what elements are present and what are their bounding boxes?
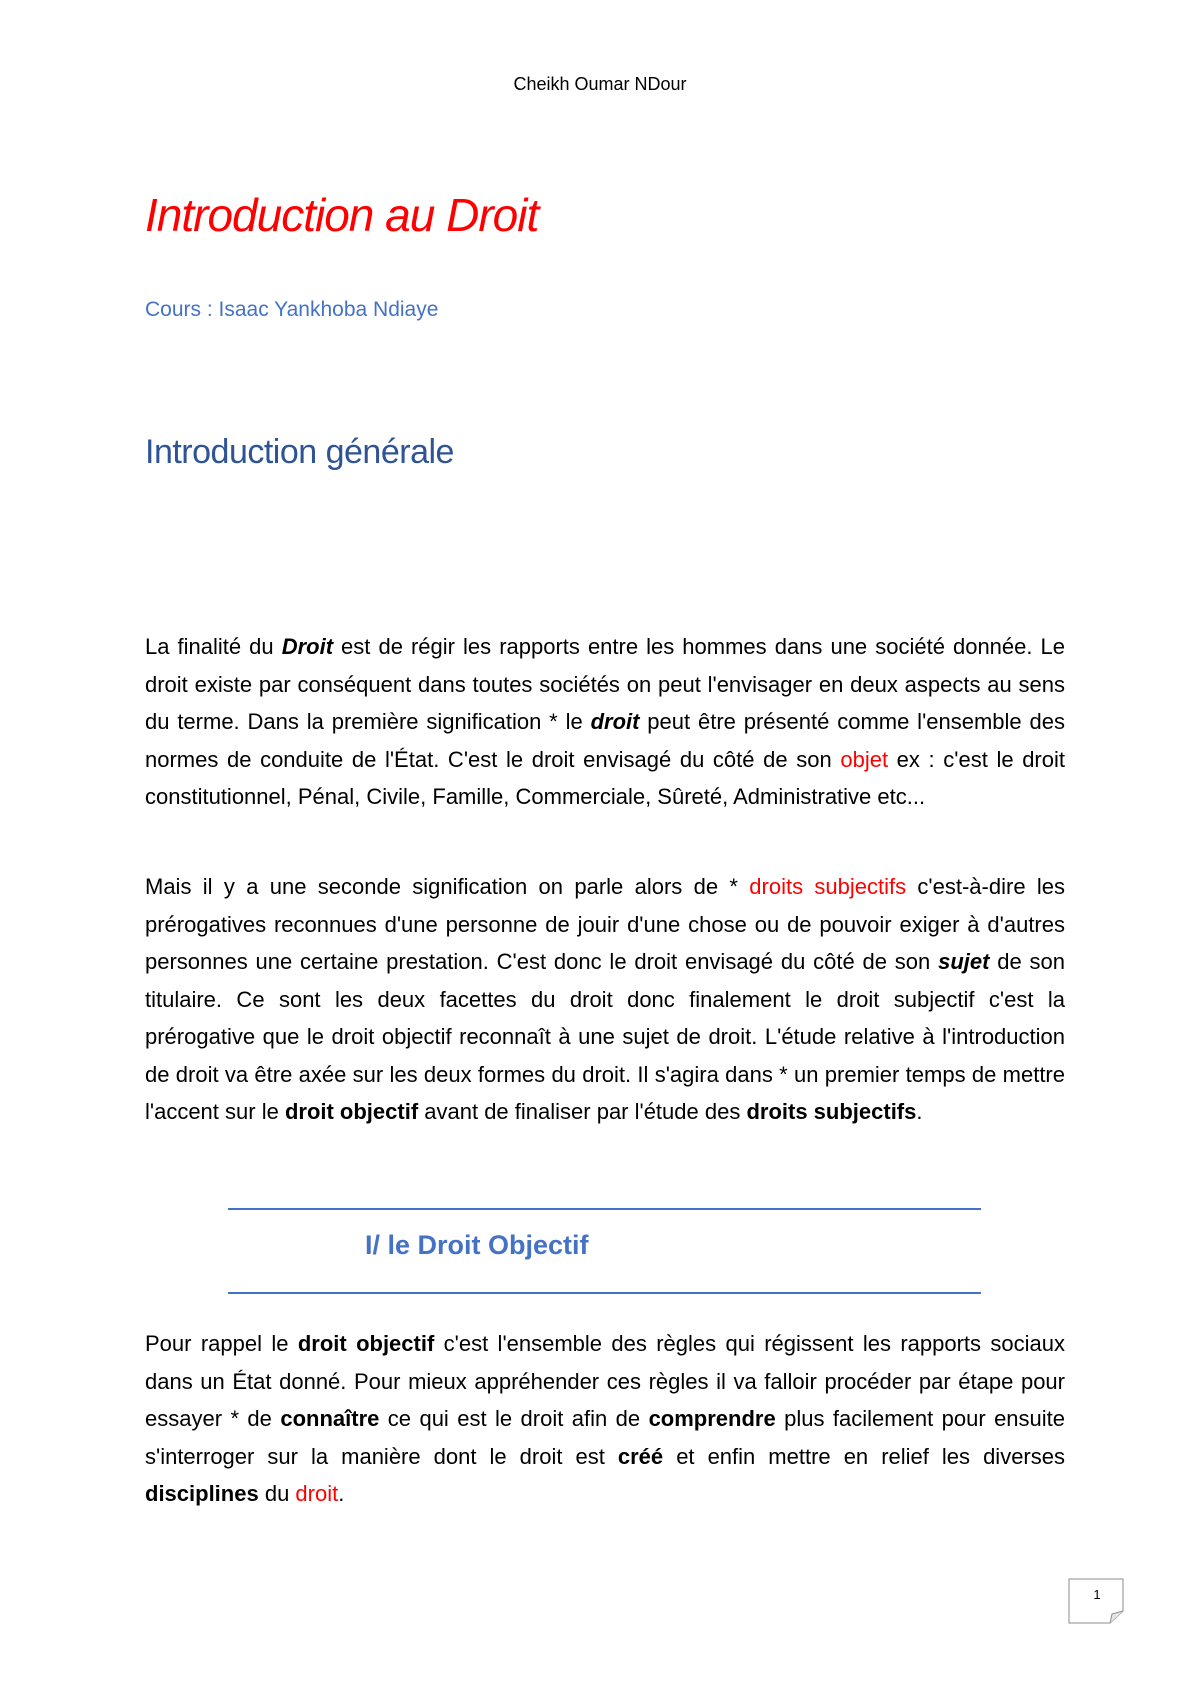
document-title: Introduction au Droit [145,189,539,241]
emphasis-text: sujet [938,949,990,974]
paragraph-text: c'est l'ensemble des règles qui régissent les rapports sociaux dans un État donné. Pour mieux appréhender ces règles il va falloir procéder par étape pour essayer * de [145,1331,1065,1431]
subsection-heading: I/ le Droit Objectif [365,1230,589,1260]
emphasis-text: Droit [281,634,334,659]
paragraph-text: peut être présenté comme l'ensemble des normes de conduite de l'État. C'est le droit envisagé du côté de son [145,709,1065,772]
bold-text: disciplines [145,1481,259,1506]
paragraph-text: de son titulaire. Ce sont les deux facettes du droit donc finalement le droit subjectif c'est la prérogative que le droit objectif reconnaît à une sujet de droit. L'étude relative à l'introduction de droit va être axée sur les deux formes du droit. Il s'agira dans * un premier temps de mettre l'accent sur le [145,949,1065,1124]
paragraph-text: ce qui est le droit afin de [379,1406,649,1431]
heading-rule-bottom [228,1292,981,1294]
paragraph-text: Mais il y a une seconde signification on parle alors de * [145,874,750,899]
paragraph-text: et enfin mettre en relief les diverses [663,1443,1065,1469]
paragraph-intro [145,628,1065,816]
bold-text: droit objectif [284,1099,419,1124]
paragraph-text: ex : c'est le droit constitutionnel, Pénal, Civile, Famille, Commerciale, Sûreté, Administrative etc... [145,746,1065,809]
paragraph-text: . [916,1099,923,1124]
highlight-text: objet [840,746,889,772]
section-heading: Introduction générale [145,433,454,471]
bold-text: comprendre [648,1406,776,1431]
paragraph-text: . [338,1481,345,1506]
heading-rule-top [228,1208,981,1210]
paragraph-droit-objectif [145,1325,1065,1513]
paragraph-text: plus facilement pour ensuite s'interroger sur la manière dont le droit est [145,1406,1066,1469]
paragraph-text: c'est-à-dire les prérogatives reconnues d'une personne de jouir d'une chose ou de pouvoir exiger à d'autres personnes une certaine prestation. C'est donc le droit envisagé du côté de son [145,874,1065,974]
paragraph-text: est de régir les rapports entre les hommes dans une société donnée. Le droit existe par conséquent dans toutes sociétés on peut l'envisager en deux aspects au sens du terme. Dans la première signification * le [145,634,1066,734]
bold-text: droit objectif [297,1331,435,1356]
page-header-author: Cheikh Oumar NDour [513,74,687,94]
bold-text: créé [617,1443,664,1469]
highlight-text: droit [295,1481,339,1506]
emphasis-text: droit [590,709,640,734]
paragraph-text: Pour rappel le [145,1331,298,1356]
paragraph-text: du [258,1481,296,1506]
bold-text: droits subjectifs [746,1099,917,1124]
course-subtitle: Cours : Isaac Yankhoba Ndiaye [145,298,439,321]
paragraph-text: La finalité du [145,634,282,659]
paragraph-text: avant de finaliser par l'étude des [418,1099,747,1124]
page-number: 1 [1093,1587,1101,1602]
bold-text: connaître [280,1406,380,1431]
paragraph-second-meaning [145,868,1065,1131]
highlight-text: droits subjectifs [749,874,907,899]
